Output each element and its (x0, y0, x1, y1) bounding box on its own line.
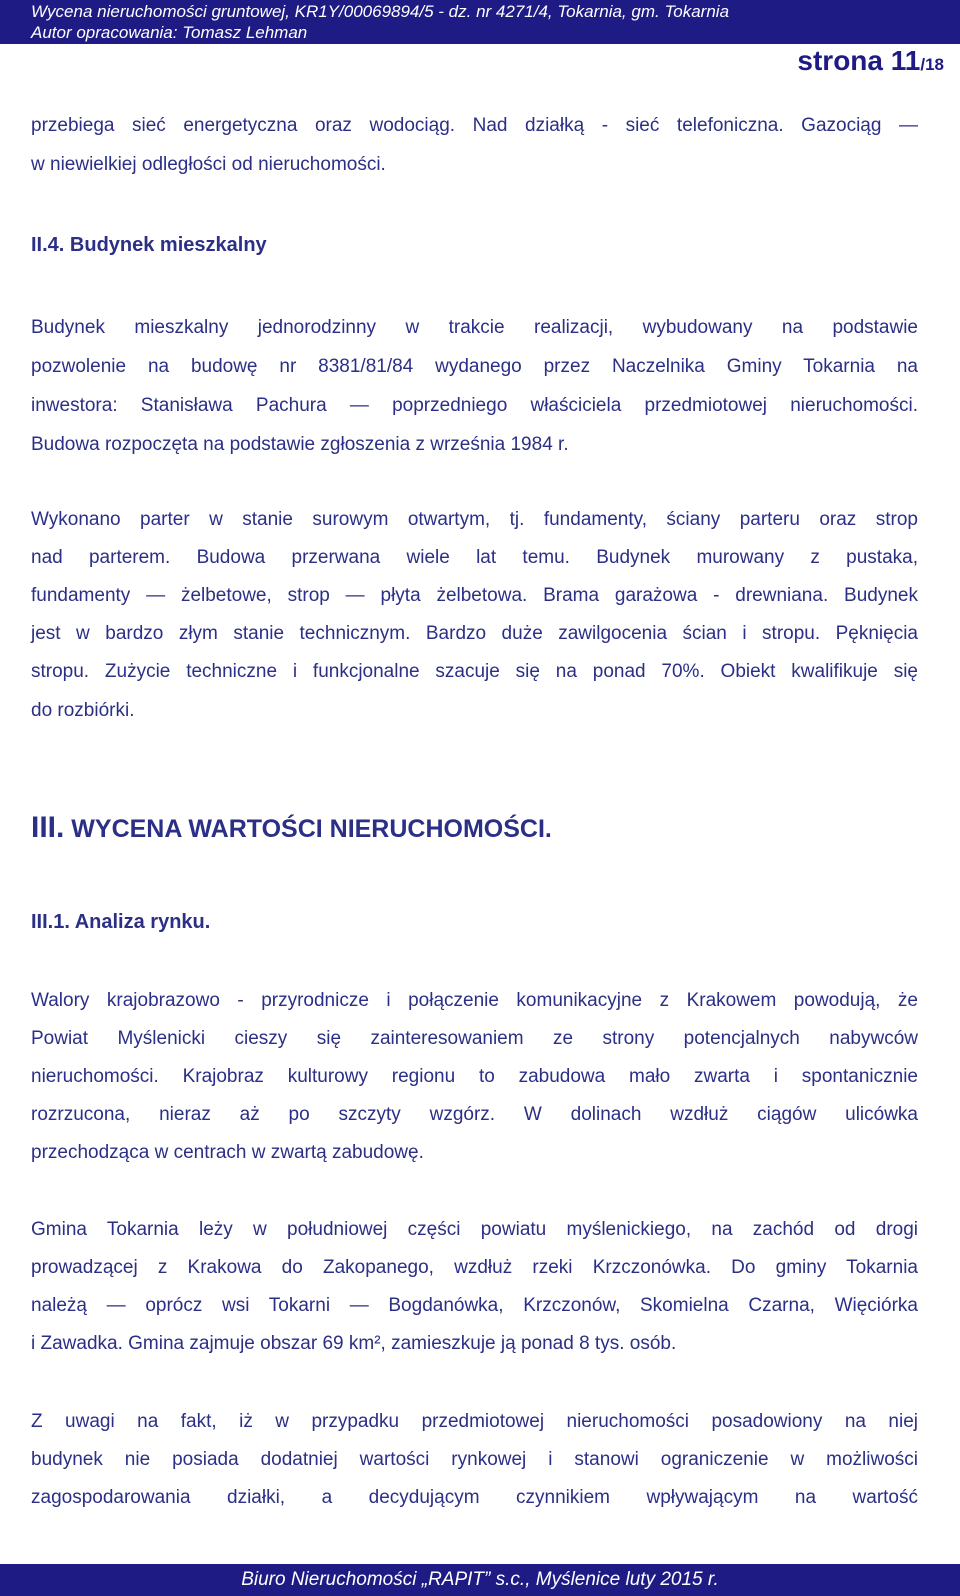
text-line: rozrzucona, nieraz aż po szczyty wzgórz. W dolinach wzdłuż ciągów ulicówka (31, 1104, 918, 1125)
text-line: należą — oprócz wsi Tokarni — Bogdanówka, Krzczonów, Skomielna Czarna, Więciórka (31, 1295, 918, 1316)
chapter-heading (31, 811, 918, 844)
text-line: Z uwagi na fakt, iż w przypadku przedmiotowej nieruchomości posadowiony na niej (31, 1411, 918, 1432)
text-line: inwestora: Stanisława Pachura — poprzedniego właściciela przedmiotowej nieruchomości. (31, 395, 918, 416)
text-line: Powiat Myślenicki cieszy się zainteresowaniem ze strony potencjalnych nabywców (31, 1028, 918, 1049)
text-line: Budowa rozpoczęta na podstawie zgłoszenia z września 1984 r. (31, 434, 569, 455)
section-heading: II.4. Budynek mieszkalny (31, 234, 267, 256)
page-number-total: /18 (920, 55, 944, 74)
text-line: budynek nie posiada dodatniej wartości rynkowej i stanowi ograniczenie w możliwości (31, 1449, 918, 1470)
page-footer (0, 1564, 960, 1596)
text-line: Walory krajobrazowo - przyrodnicze i połączenie komunikacyjne z Krakowem powodują, że (31, 990, 918, 1011)
text-line: jest w bardzo złym stanie technicznym. Bardzo duże zawilgocenia ścian i stropu. Pęknięcia (31, 623, 918, 644)
text-line: do rozbiórki. (31, 700, 135, 721)
header-document-title: Wycena nieruchomości gruntowej, KR1Y/00069894/5 - dz. nr 4271/4, Tokarnia, gm. Tokarnia (31, 2, 730, 21)
page-number (797, 45, 944, 77)
text-line: i Zawadka. Gmina zajmuje obszar 69 km², zamieszkuje ją ponad 8 tys. osób. (31, 1333, 677, 1354)
text-line: nieruchomości. Krajobraz kulturowy regionu to zabudowa mało zwarta i spontanicznie (31, 1066, 918, 1087)
footer-text: Biuro Nieruchomości „RAPIT” s.c., Myślenice luty 2015 r. (241, 1569, 719, 1590)
text-line: przechodząca w centrach w zwartą zabudowę. (31, 1142, 424, 1163)
text-line: w niewielkiej odległości od nieruchomości. (31, 154, 386, 175)
text-line: Wykonano parter w stanie surowym otwartym, tj. fundamenty, ściany parteru oraz strop (31, 509, 918, 530)
text-line: pozwolenie na budowę nr 8381/81/84 wydanego przez Naczelnika Gminy Tokarnia na (31, 356, 918, 377)
chapter-number: III. (31, 811, 65, 844)
text-line: zagospodarowania działki, a decydującym czynnikiem wpływającym na wartość (31, 1487, 918, 1508)
text-line: stropu. Zużycie techniczne i funkcjonalne szacuje się na ponad 70%. Obiekt kwalifikuje się (31, 661, 918, 682)
page-number-label: strona 11 (797, 45, 921, 76)
text-line: nad parterem. Budowa przerwana wiele lat temu. Budynek murowany z pustaka, (31, 547, 918, 568)
text-line: prowadzącej z Krakowa do Zakopanego, wzdłuż rzeki Krzczonówka. Do gminy Tokarnia (31, 1257, 918, 1278)
chapter-title: WYCENA WARTOŚCI NIERUCHOMOŚCI. (71, 815, 552, 843)
subsection-heading: III.1. Analiza rynku. (31, 911, 211, 933)
text-line: fundamenty — żelbetowe, strop — płyta żelbetowa. Brama garażowa - drewniana. Budynek (31, 585, 918, 606)
page-header (0, 0, 960, 44)
header-author: Autor opracowania: Tomasz Lehman (31, 23, 308, 42)
text-line: Gmina Tokarnia leży w południowej części powiatu myślenickiego, na zachód od drogi (31, 1219, 918, 1240)
text-line: Budynek mieszkalny jednorodzinny w trakcie realizacji, wybudowany na podstawie (31, 317, 918, 338)
text-line: przebiega sieć energetyczna oraz wodociąg. Nad działką - sieć telefoniczna. Gazociąg — (31, 115, 918, 136)
